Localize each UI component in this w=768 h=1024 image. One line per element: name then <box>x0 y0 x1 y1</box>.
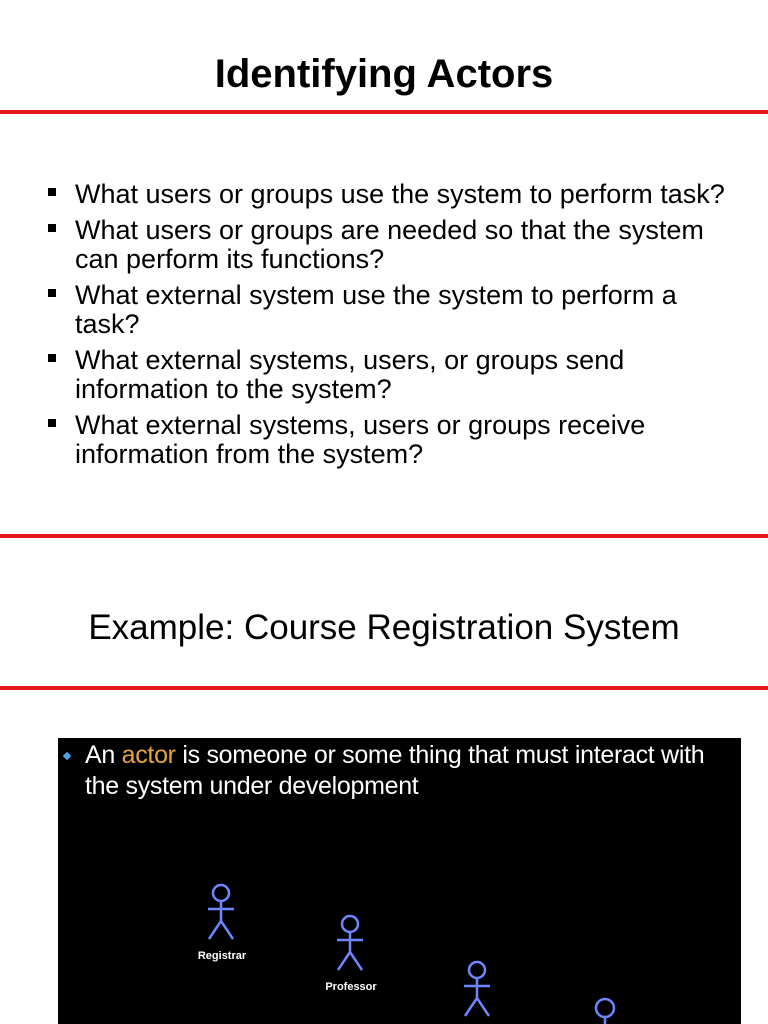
registrar-actor-icon <box>204 883 238 941</box>
bullet-square-icon <box>48 289 56 297</box>
bullet-square-icon <box>48 224 56 232</box>
bullet-item: What external system use the system to perform a task? <box>44 281 744 339</box>
actor-slide-panel <box>58 738 741 1024</box>
divider-top <box>0 110 768 114</box>
example-title: Example: Course Registration System <box>88 608 680 647</box>
professor-label: Professor <box>325 981 377 993</box>
divider-bottom <box>0 686 768 690</box>
bullet-square-icon <box>48 188 56 196</box>
bullet-list <box>44 180 744 476</box>
student-actor-icon <box>460 960 494 1024</box>
bullet-item: What users or groups use the system to perform task? <box>44 180 744 209</box>
bullet-item: What users or groups are needed so that the system can perform its functions? <box>44 216 744 274</box>
billing-actor-icon <box>588 996 622 1024</box>
actor-highlight: actor <box>121 741 176 769</box>
bullet-square-icon <box>48 354 56 362</box>
professor-actor-icon <box>333 914 367 972</box>
registrar-label: Registrar <box>197 950 247 962</box>
bullet-item: What external systems, users or groups receive information from the system? <box>44 411 744 469</box>
divider-middle <box>0 534 768 538</box>
slide-title: Identifying Actors <box>214 52 554 96</box>
bullet-square-icon <box>48 419 56 427</box>
bullet-item: What external systems, users, or groups send information to the system? <box>44 346 744 404</box>
bullet-diamond-icon <box>63 752 71 760</box>
actor-definition: An actor is someone or some thing that must interact with the system under development <box>85 741 705 800</box>
